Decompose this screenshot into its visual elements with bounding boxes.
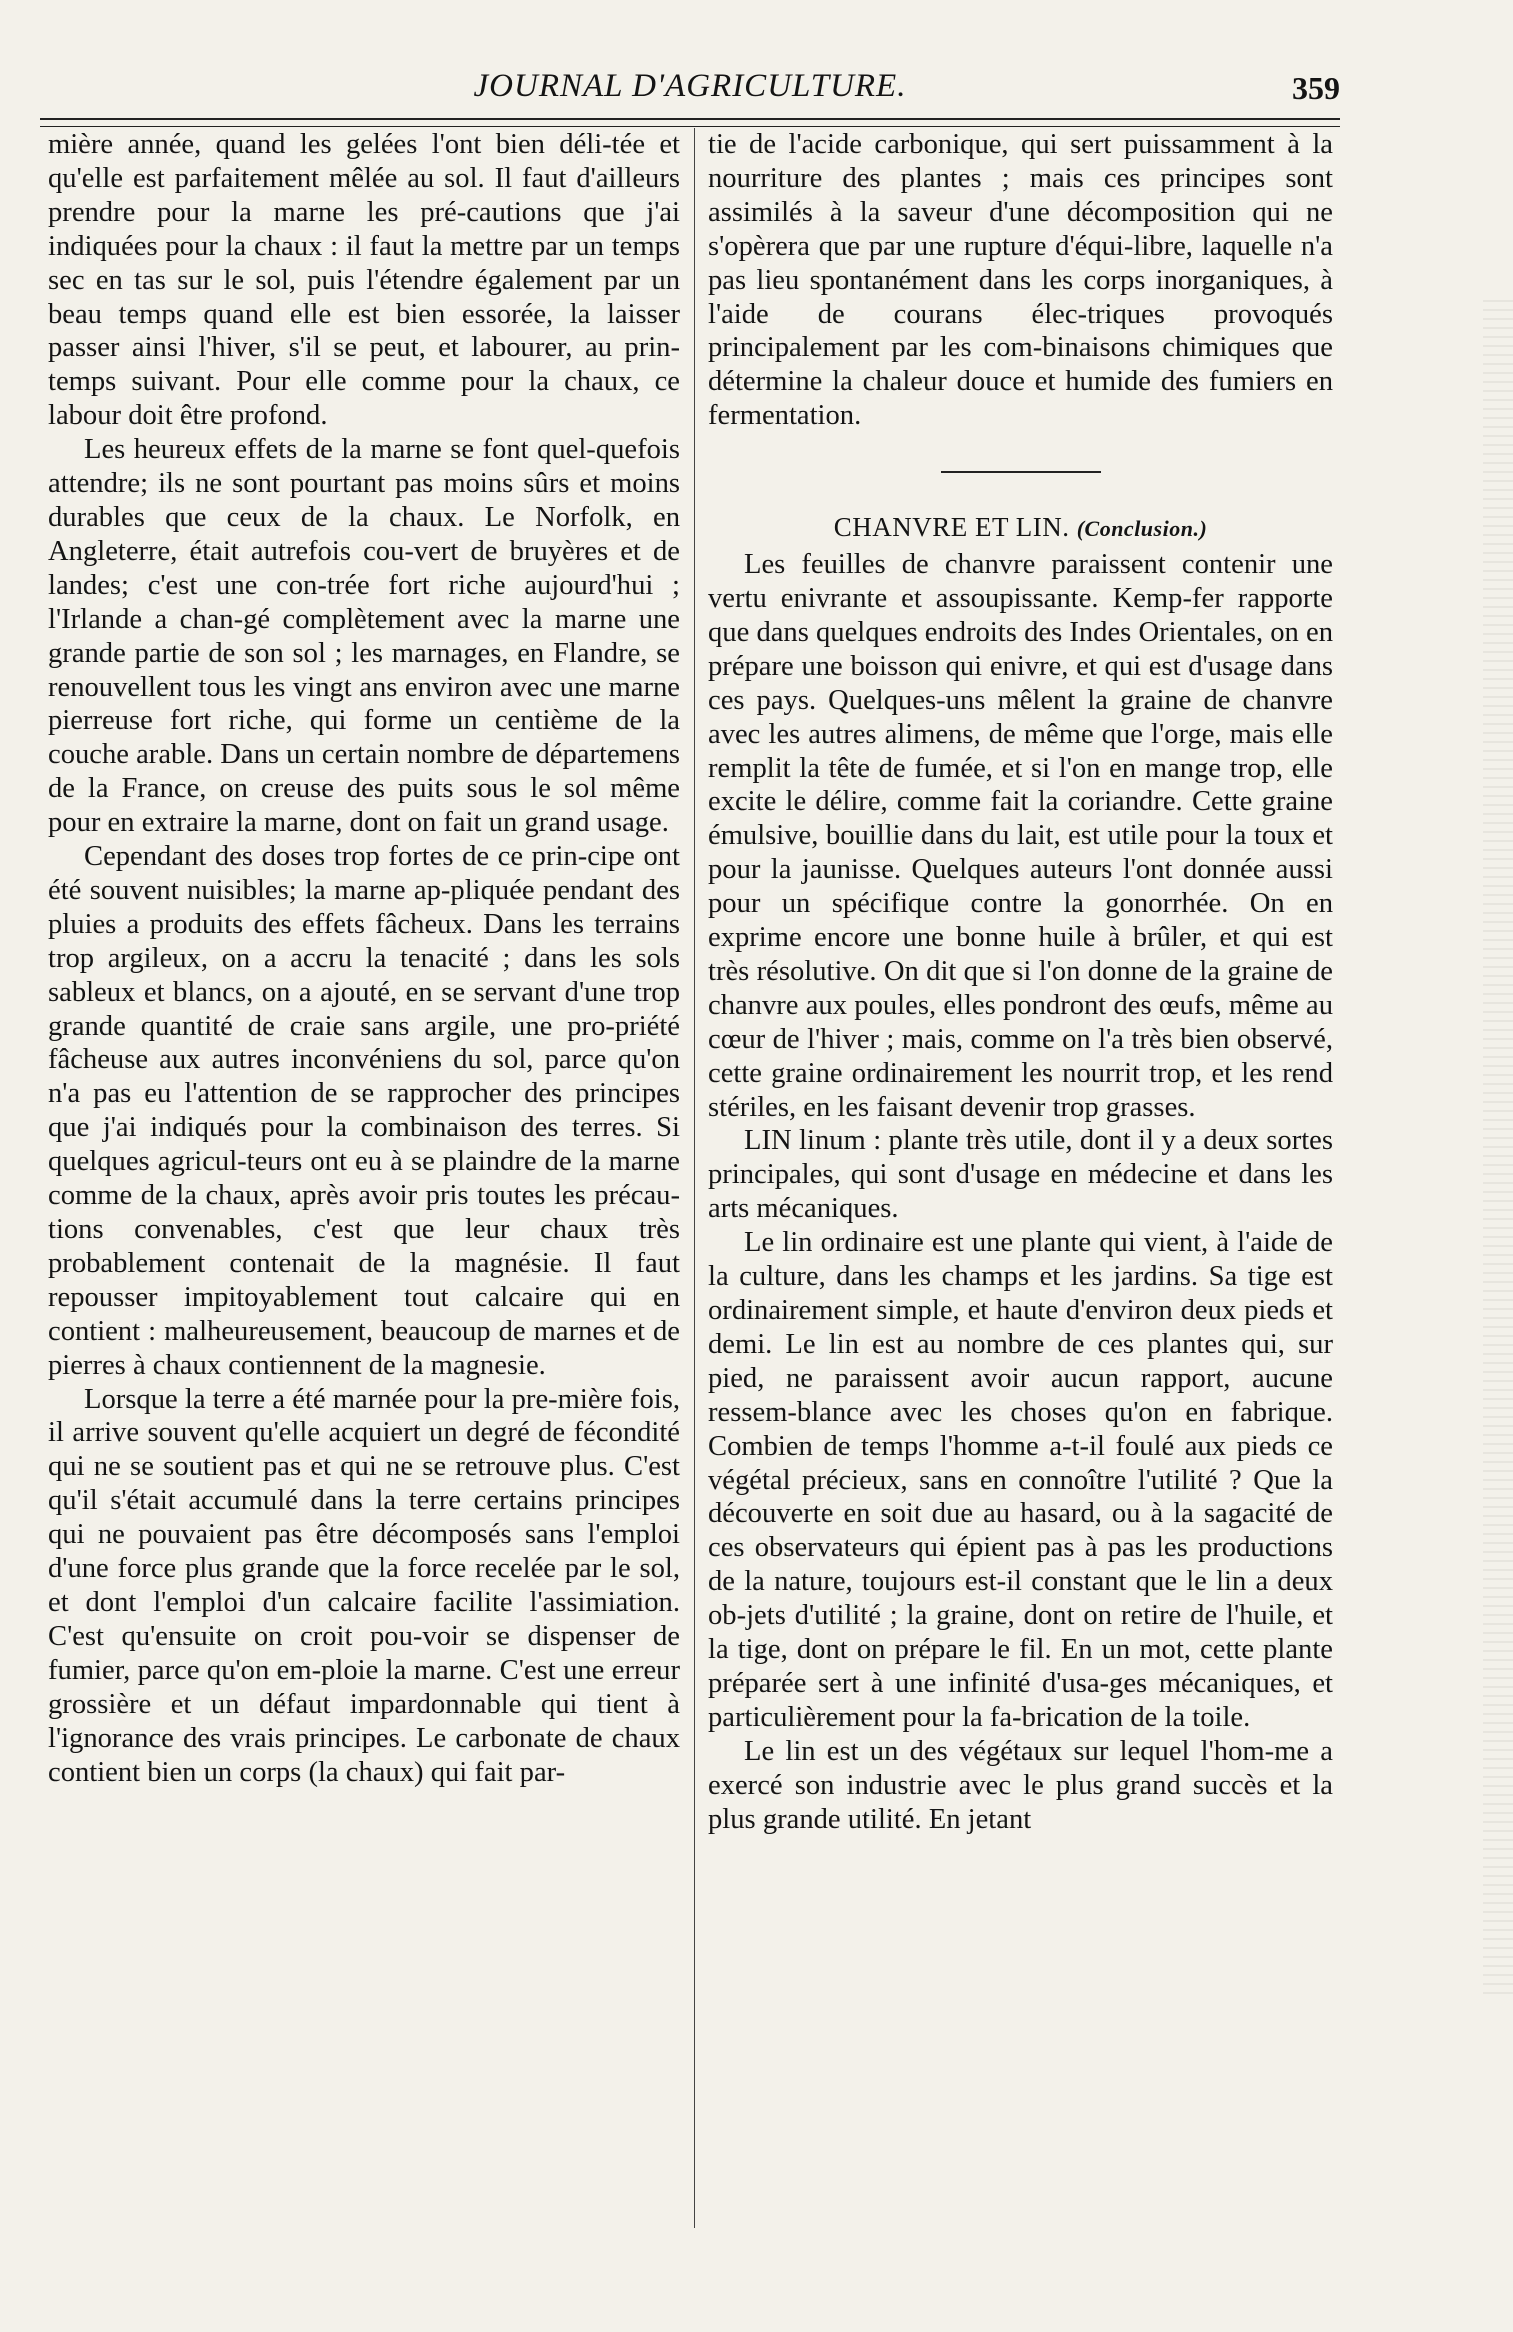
paragraph: Les heureux effets de la marne se font quel-quefois attendre; ils ne sont pourtant pas moins sûrs et moins durables que ceux de la chaux. Le Norfolk, en Angleterre, était autrefois cou-vert de bruyères et de landes; c'est une con-trée fort riche aujourd'hui ; l'Irlande a chan-gé complètement avec la marne une grande partie de son sol ; les marnages, en Flandre, se renouvellent tous les vingt ans environ avec une marne pierreuse fort riche, qui forme un centième de la couche arable. Dans un certain nombre de départemens de la France, on creuse des puits sous le sol même pour en extraire la marne, dont on fait un grand usage.	[48, 434, 680, 839]
section-title-text: CHANVRE ET LIN.	[833, 512, 1070, 543]
paragraph: Lorsque la terre a été marnée pour la pre-mière fois, il arrive souvent qu'elle acquiert un degré de fécondité qui ne se soutient pas et qui ne se retrouve plus. C'est qu'il s'était accumulé dans la terre certains principes qui ne pouvaient pas être décomposés sans l'emploi d'une force plus grande que la force recelée par le sol, et dont l'emploi d'un calcaire facilite l'assimiation. C'est qu'ensuite on croit pou-voir se dispenser de fumier, parce qu'on em-ploie la marne. C'est une erreur grossière et un défaut impardonnable qui tient à l'ignorance des vrais principes. Le carbonate de chaux contient bien un corps (la chaux) qui fait par-	[48, 1383, 680, 1788]
right-column	[708, 128, 1333, 1837]
paragraph: Le lin est un des végétaux sur lequel l'hom-me a exercé son industrie avec le plus grand succès et la plus grande utilité. En jetant	[708, 1735, 1333, 1835]
header-rule	[40, 118, 1340, 127]
paragraph: mière année, quand les gelées l'ont bien déli-tée et qu'elle est parfaitement mêlée au sol. Il faut d'ailleurs prendre pour la marne les pré-cautions que j'ai indiquées pour la chaux : il faut la mettre par un temps sec en tas sur le sol, puis l'étendre également par un beau temps quand elle est bien essorée, la laisser passer ainsi l'hiver, s'il se peut, et labourer, au prin-temps suivant. Pour elle comme pour la chaux, ce labour doit être profond.	[48, 129, 680, 432]
journal-title: JOURNAL D'AGRICULTURE.	[473, 68, 907, 104]
paragraph: LIN linum : plante très utile, dont il y a deux sortes principales, qui sont d'usage en médecine et dans les arts mécaniques.	[708, 1125, 1333, 1225]
paragraph: Le lin ordinaire est une plante qui vient, à l'aide de la culture, dans les champs et les jardins. Sa tige est ordinairement simple, et haute d'environ deux pieds et demi. Le lin est au nombre de ces plantes qui, sur pied, ne paraissent avoir aucun rapport, aucune ressem-blance avec les choses qu'on en fabrique. Combien de temps l'homme a-t-il foulé aux pieds ce végétal précieux, sans en connoître l'utilité ? Que la découverte en soit due au hasard, ou à la sagacité de ces observateurs qui épient pas à pas les productions de la nature, toujours est-il constant que le lin a deux ob-jets d'utilité ; la graine, dont on retire de l'huile, et la tige, dont on prépare le fil. En un mot, cette plante préparée sert à une infinité d'usa-ges mécaniques, et particulièrement pour la fa-brication de la toile.	[708, 1227, 1333, 1733]
section-title	[708, 511, 1333, 546]
section-subtitle: (Conclusion.)	[1076, 516, 1208, 542]
paragraph: Les feuilles de chanvre paraissent contenir une vertu enivrante et assoupissante. Kemp-fer rapporte que dans quelques endroits des Indes Orientales, on en prépare une boisson qui enivre, et qui est d'usage dans ces pays. Quelques-uns mêlent la graine de chanvre avec les autres alimens, de même que l'orge, mais elle remplit la tête de fumée, et si l'on en mange trop, elle excite le délire, comme fait la coriandre. Cette graine émulsive, bouillie dans du lait, est utile pour la toux et pour la jaunisse. Quelques auteurs l'ont donnée aussi pour un spécifique contre la gonorrhée. On en exprime encore une bonne huile à brûler, et qui est très résolutive. On dit que si l'on donne de la graine de chanvre aux poules, elles pondront des œufs, même au cœur de l'hiver ; mais, comme on l'a très bien observé, cette graine ordinairement les nourrit trop, et les rend stériles, en les faisant devenir trop grasses.	[708, 549, 1333, 1123]
paragraph: Cependant des doses trop fortes de ce prin-cipe ont été souvent nuisibles; la marne ap-pliquée pendant des pluies a produits des effets fâcheux. Dans les terrains trop argileux, on a accru la tenacité ; dans les sols sableux et blancs, on a ajouté, en se servant d'une trop grande quantité de craie sans argile, une pro-priété fâcheuse aux autres inconvéniens du sol, parce qu'on n'a pas eu l'attention de se rapprocher des principes que j'ai indiqués pour la combinaison des terres. Si quelques agricul-teurs ont eu à se plaindre de la marne comme de la chaux, après avoir pris toutes les précau-tions convenables, c'est que leur chaux très probablement contenait de la magnésie. Il faut repousser impitoyablement tout calcaire qui en contient : malheureusement, beaucoup de marnes et de pierres à chaux contiennent de la magnesie.	[48, 841, 680, 1381]
left-column	[48, 128, 680, 1789]
paragraph: tie de l'acide carbonique, qui sert puissamment à la nourriture des plantes ; mais ces principes sont assimilés à la saveur d'une décomposition qui ne s'opèrera que par une rupture d'équi-libre, laquelle n'a pas lieu spontanément dans les corps inorganiques, à l'aide de courans élec-triques provoqués principalement par les com-binaisons chimiques que détermine la chaleur douce et humide des fumiers en fermentation.	[708, 129, 1333, 432]
column-divider	[694, 128, 695, 2228]
section-separator	[941, 471, 1101, 473]
page-header	[40, 62, 1340, 112]
scan-edge-noise	[1483, 300, 1513, 2000]
page-number: 359	[1292, 70, 1340, 106]
